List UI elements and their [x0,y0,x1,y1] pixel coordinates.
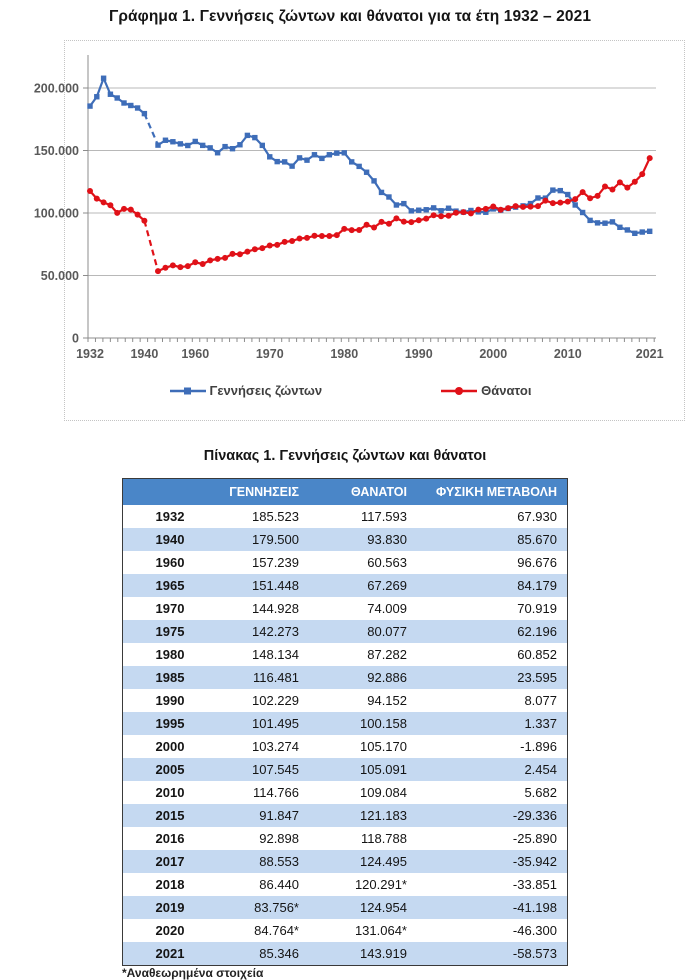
births-cell: 185.523 [217,505,309,528]
chart-legend [0,383,700,398]
chart-title: Γράφημα 1. Γεννήσεις ζώντων και θάνατοι για τα έτη 1932 – 2021 [0,8,700,26]
deaths-cell: 109.084 [309,781,417,804]
change-cell: -58.573 [417,942,567,965]
column-header: ΘΑΝΑΤΟΙ [309,479,417,505]
births-series-swatch-icon [169,385,207,397]
births-cell: 85.346 [217,942,309,965]
births-cell: 84.764* [217,919,309,942]
births-cell: 91.847 [217,804,309,827]
change-cell: 8.077 [417,689,567,712]
table-row [123,643,567,666]
deaths-cell: 117.593 [309,505,417,528]
births-cell: 107.545 [217,758,309,781]
deaths-cell: 121.183 [309,804,417,827]
table-title: Πίνακας 1. Γεννήσεις ζώντων και θάνατοι [90,448,600,464]
change-cell: 2.454 [417,758,567,781]
table-row [123,758,567,781]
deaths-cell: 92.886 [309,666,417,689]
year-cell: 1985 [123,666,217,689]
table-row [123,597,567,620]
year-cell: 2010 [123,781,217,804]
table-row [123,942,567,965]
table-row [123,896,567,919]
change-cell: 70.919 [417,597,567,620]
change-cell: 96.676 [417,551,567,574]
table-row [123,781,567,804]
deaths-cell: 67.269 [309,574,417,597]
change-cell: -41.198 [417,896,567,919]
births-cell: 103.274 [217,735,309,758]
year-cell: 1970 [123,597,217,620]
births-cell: 157.239 [217,551,309,574]
change-cell: 62.196 [417,620,567,643]
change-cell: 5.682 [417,781,567,804]
change-cell: 1.337 [417,712,567,735]
year-cell: 2016 [123,827,217,850]
x-axis-tick-label: 1990 [405,347,433,361]
deaths-series-swatch-icon [440,385,478,397]
legend-item-deaths [440,383,531,398]
births-cell: 148.134 [217,643,309,666]
births-cell: 142.273 [217,620,309,643]
x-axis-tick-label: 1980 [330,347,358,361]
deaths-cell: 80.077 [309,620,417,643]
stat-table [123,479,567,965]
deaths-cell: 143.919 [309,942,417,965]
table-body [123,505,567,965]
deaths-cell: 74.009 [309,597,417,620]
x-axis-tick-label: 2021 [636,347,664,361]
year-cell: 2021 [123,942,217,965]
births-cell: 151.448 [217,574,309,597]
table-row [123,712,567,735]
change-cell: -35.942 [417,850,567,873]
table-row [123,528,567,551]
births-cell: 144.928 [217,597,309,620]
deaths-cell: 131.064* [309,919,417,942]
deaths-cell: 94.152 [309,689,417,712]
year-cell: 2000 [123,735,217,758]
births-cell: 88.553 [217,850,309,873]
deaths-cell: 120.291* [309,873,417,896]
y-axis-tick-label: 150.000 [34,144,79,158]
year-cell: 2020 [123,919,217,942]
table-row [123,666,567,689]
change-cell: 60.852 [417,643,567,666]
table-row [123,505,567,528]
deaths-cell: 60.563 [309,551,417,574]
table-row [123,850,567,873]
table-row [123,735,567,758]
year-cell: 2018 [123,873,217,896]
y-axis-tick-label: 100.000 [34,207,79,221]
table-row [123,620,567,643]
table-row [123,804,567,827]
table-header-row [123,479,567,505]
year-cell: 1990 [123,689,217,712]
year-cell: 1975 [123,620,217,643]
x-axis-tick-label: 1970 [256,347,284,361]
table-row [123,574,567,597]
births-cell: 101.495 [217,712,309,735]
births-cell: 83.756* [217,896,309,919]
year-cell: 1965 [123,574,217,597]
births-deaths-table [122,478,568,966]
legend-item-births [169,383,323,398]
x-axis-tick-label: 1932 [76,347,104,361]
change-cell: 84.179 [417,574,567,597]
change-cell: 67.930 [417,505,567,528]
deaths-cell: 124.954 [309,896,417,919]
table-row [123,919,567,942]
change-cell: -25.890 [417,827,567,850]
deaths-cell: 105.091 [309,758,417,781]
deaths-cell: 118.788 [309,827,417,850]
x-axis-tick-label: 2000 [479,347,507,361]
deaths-cell: 100.158 [309,712,417,735]
y-axis-tick-label: 200.000 [34,82,79,96]
column-header: ΦΥΣΙΚΗ ΜΕΤΑΒΟΛΗ [417,479,567,505]
table-row [123,827,567,850]
change-cell: 23.595 [417,666,567,689]
deaths-cell: 93.830 [309,528,417,551]
births-cell: 92.898 [217,827,309,850]
table-row [123,873,567,896]
change-cell: -33.851 [417,873,567,896]
table-header [123,479,567,505]
y-axis-tick-label: 0 [72,332,79,346]
x-axis-tick-label: 1960 [181,347,209,361]
table-row [123,689,567,712]
column-header: ΓΕΝΝΗΣΕΙΣ [217,479,309,505]
deaths-cell: 124.495 [309,850,417,873]
year-cell: 1932 [123,505,217,528]
births-cell: 86.440 [217,873,309,896]
table-row [123,551,567,574]
legend-label-births: Γεννήσεις ζώντων [210,383,323,398]
table-footnote: *Αναθεωρημένα στοιχεία [122,966,263,980]
x-axis-tick-label: 1940 [130,347,158,361]
deaths-cell: 105.170 [309,735,417,758]
year-cell: 2005 [123,758,217,781]
year-cell: 2017 [123,850,217,873]
year-cell: 1940 [123,528,217,551]
births-cell: 179.500 [217,528,309,551]
change-cell: -46.300 [417,919,567,942]
chart-frame [64,40,685,421]
year-cell: 2019 [123,896,217,919]
change-cell: 85.670 [417,528,567,551]
deaths-cell: 87.282 [309,643,417,666]
change-cell: -1.896 [417,735,567,758]
births-cell: 114.766 [217,781,309,804]
year-cell: 1960 [123,551,217,574]
year-cell: 1995 [123,712,217,735]
year-cell: 1980 [123,643,217,666]
year-cell: 2015 [123,804,217,827]
births-cell: 116.481 [217,666,309,689]
x-axis-tick-label: 2010 [554,347,582,361]
change-cell: -29.336 [417,804,567,827]
births-cell: 102.229 [217,689,309,712]
column-header [123,479,217,505]
legend-label-deaths: Θάνατοι [481,383,531,398]
y-axis-tick-label: 50.000 [41,269,79,283]
